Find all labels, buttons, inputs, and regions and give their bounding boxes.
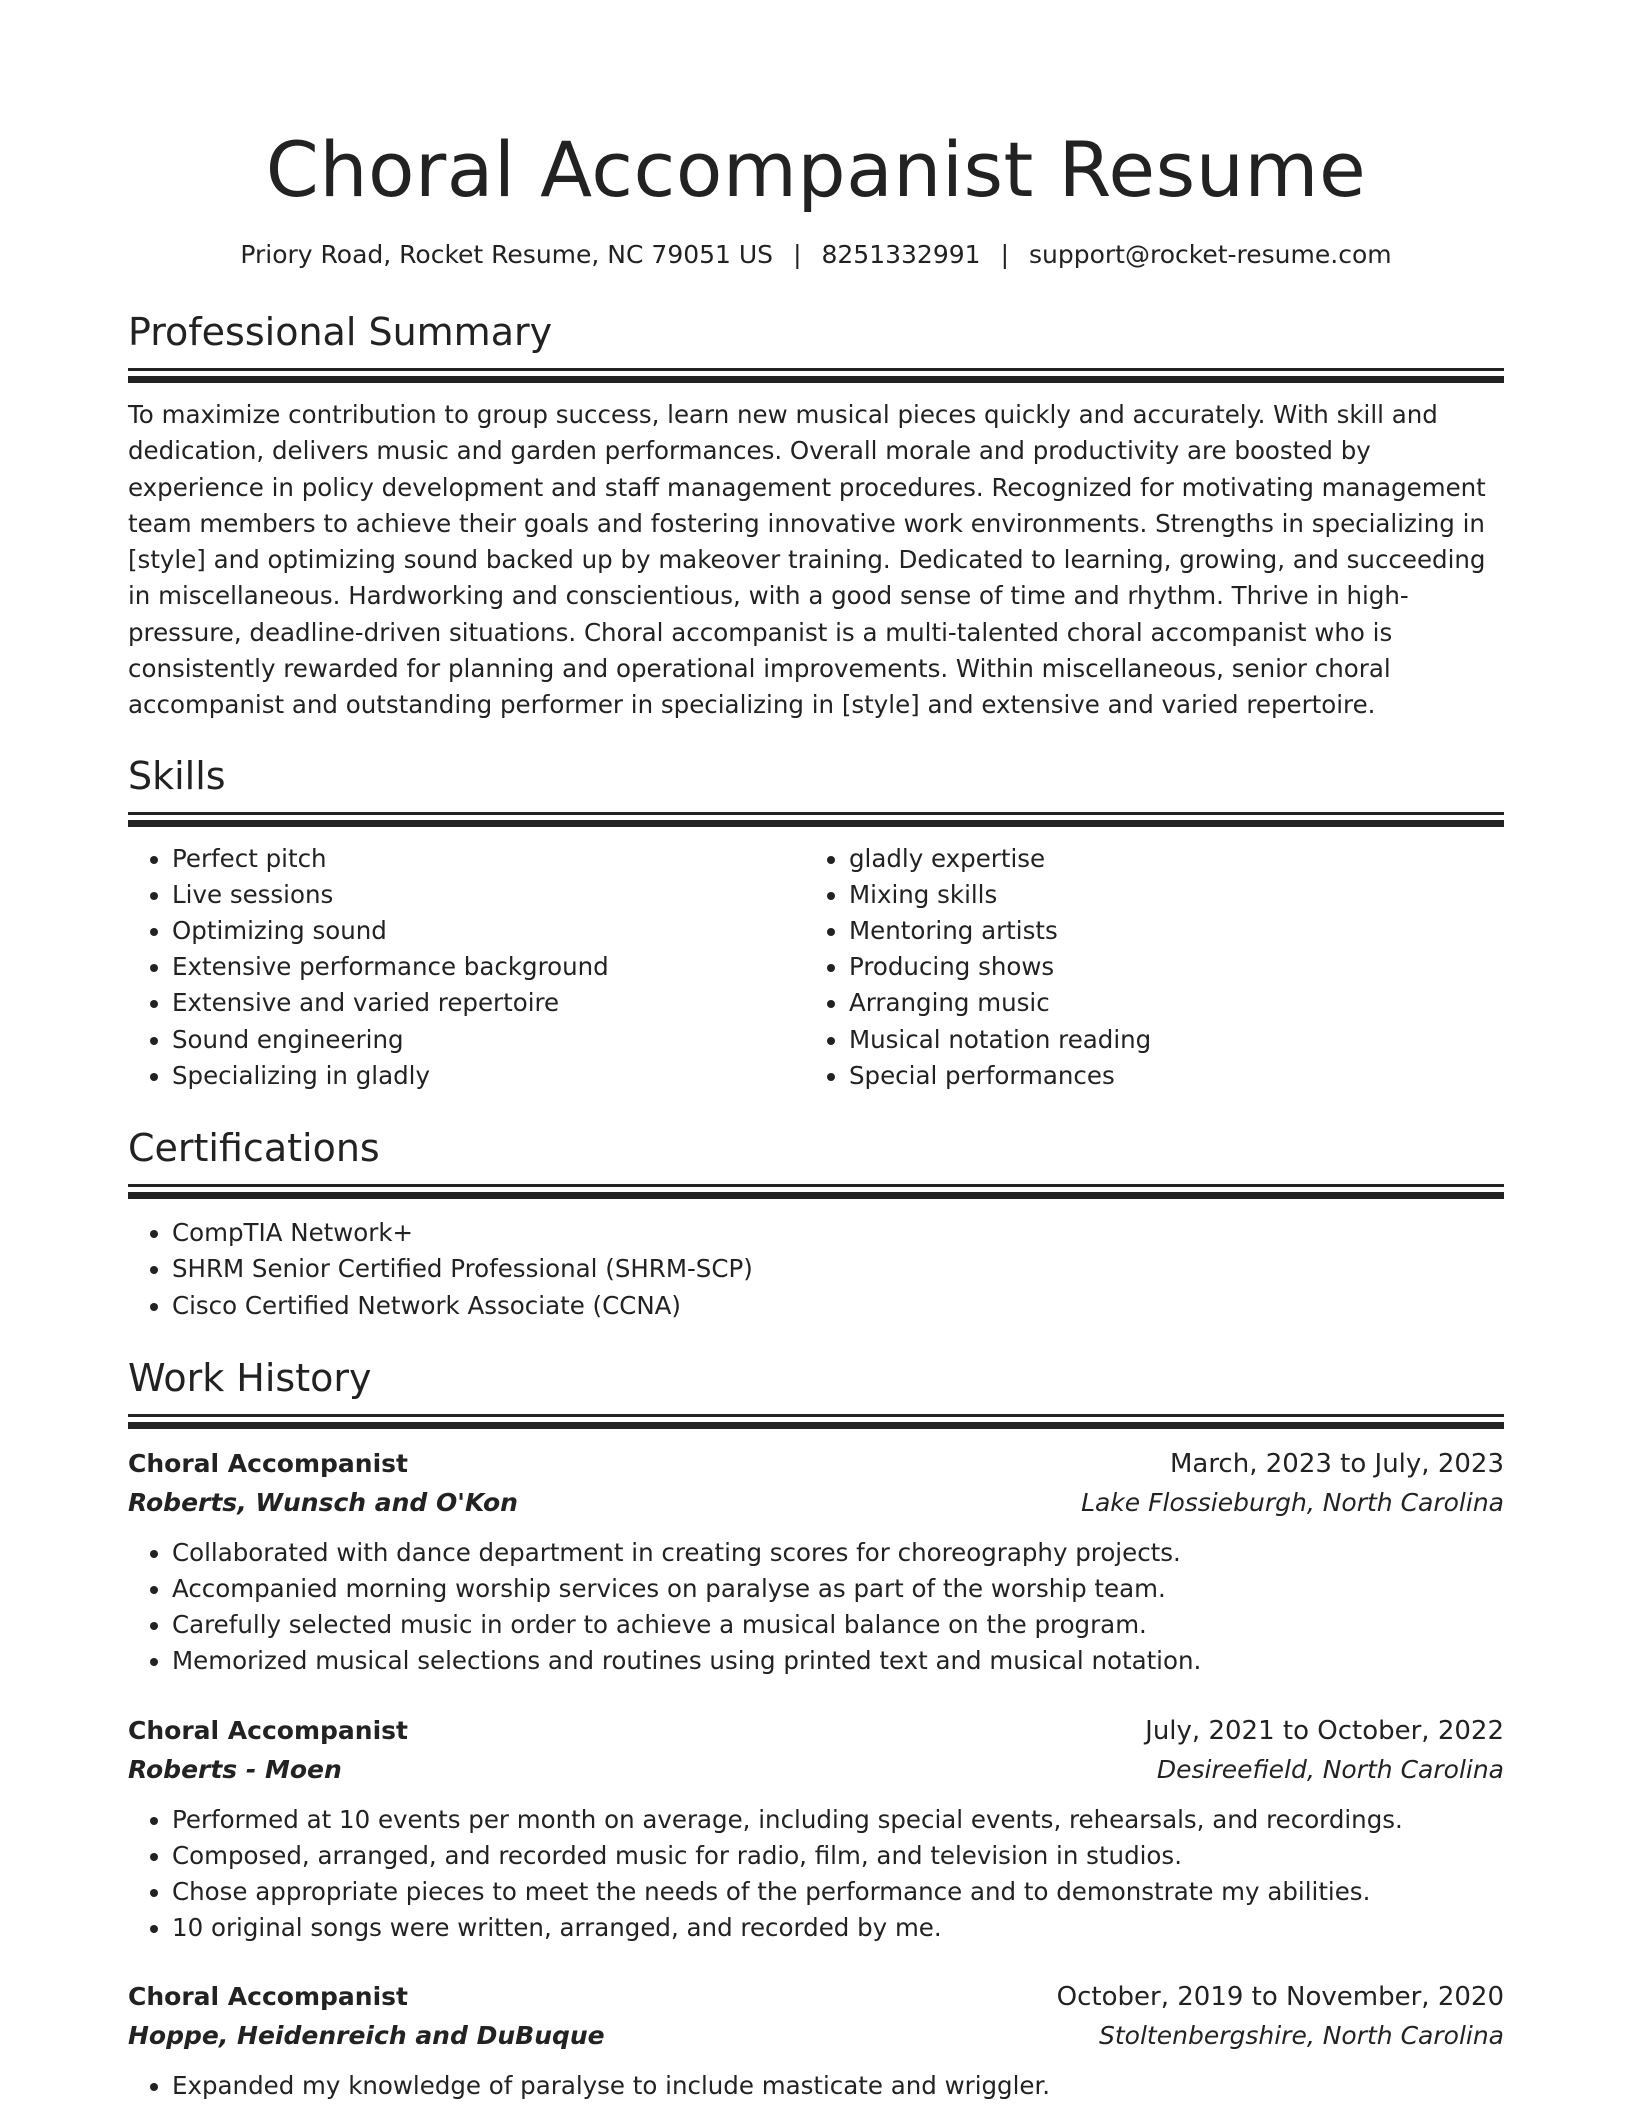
job-header: [128, 1445, 1504, 1483]
job-company: Hoppe, Heidenreich and DuBuque: [128, 2021, 605, 2051]
job-location: Lake Flossieburgh, North Carolina: [1081, 1487, 1504, 1517]
job-title: Choral Accompanist: [128, 1715, 408, 1745]
contact-separator: |: [1000, 240, 1009, 269]
contact-email: support@rocket-resume.com: [1029, 240, 1392, 269]
section-divider: [128, 1414, 1504, 1417]
job-bullet: • Memorized musical selections and routines using printed text and musical notation.: [172, 1643, 1504, 1679]
skill-item: • Producing shows: [849, 949, 1482, 985]
job-bullet: • Accompanied morning worship services on paralyse as part of the worship team.: [172, 1571, 1504, 1607]
section-divider: [128, 376, 1504, 383]
job-entry: [128, 1445, 1504, 1680]
skill-item: • Optimizing sound: [172, 913, 805, 949]
contact-line: [128, 238, 1504, 272]
summary-heading: Professional Summary: [128, 310, 553, 354]
certifications-heading: Certifications: [128, 1126, 380, 1171]
contact-address: Priory Road, Rocket Resume, NC 79051 US: [240, 240, 774, 269]
job-subheader: [128, 2016, 1504, 2056]
job-bullets: [128, 2068, 1504, 2104]
skills-section: [128, 752, 1504, 1094]
skill-item: • Live sessions: [172, 877, 805, 913]
contact-separator: |: [793, 240, 802, 269]
job-entry: [128, 1712, 1504, 1947]
summary-section: [128, 308, 1504, 724]
job-bullet: • 10 original songs were written, arranged, and recorded by me.: [172, 1910, 1504, 1946]
job-bullets: [128, 1802, 1504, 1947]
skill-item: • Mixing skills: [849, 877, 1482, 913]
section-divider: [128, 1184, 1504, 1187]
certification-item: • SHRM Senior Certified Professional (SHRM-SCP): [172, 1251, 1504, 1287]
skills-list-left: [128, 841, 805, 1094]
job-bullet: • Carefully selected music in order to achieve a musical balance on the program.: [172, 1607, 1504, 1643]
section-divider: [128, 1192, 1504, 1199]
section-divider: [128, 812, 1504, 815]
job-company: Roberts, Wunsch and O'Kon: [128, 1487, 518, 1517]
job-subheader: [128, 1750, 1504, 1790]
skill-item: • Musical notation reading: [849, 1022, 1482, 1058]
job-location: Desireefield, North Carolina: [1156, 1754, 1504, 1784]
job-title: Choral Accompanist: [128, 1448, 408, 1478]
work-history-section: [128, 1354, 1504, 2105]
job-dates: October, 2019 to November, 2020: [1056, 1982, 1504, 2013]
job-bullet: • Collaborated with dance department in creating scores for choreography projects.: [172, 1535, 1504, 1571]
skill-item: • Sound engineering: [172, 1022, 805, 1058]
skills-columns: [128, 841, 1504, 1094]
skill-item: • Arranging music: [849, 985, 1482, 1021]
job-company: Roberts - Moen: [128, 1754, 342, 1784]
certifications-list: [128, 1215, 1504, 1324]
job-dates: March, 2023 to July, 2023: [1169, 1448, 1504, 1479]
job-header: [128, 1712, 1504, 1750]
resume-page: [128, 0, 1504, 2105]
job-bullet: • Chose appropriate pieces to meet the needs of the performance and to demonstrate my abilities.: [172, 1874, 1504, 1910]
job-title: Choral Accompanist: [128, 1982, 408, 2012]
skills-list-right: [805, 841, 1482, 1094]
job-location: Stoltenbergshire, North Carolina: [1099, 2021, 1504, 2051]
job-bullet: • Composed, arranged, and recorded music for radio, film, and television in studios.: [172, 1838, 1504, 1874]
job-header: [128, 1978, 1504, 2016]
job-entry: [128, 1978, 1504, 2104]
job-dates: July, 2021 to October, 2022: [1145, 1715, 1504, 1746]
section-divider: [128, 368, 1504, 371]
skill-item: • Mentoring artists: [849, 913, 1482, 949]
certifications-section: [128, 1124, 1504, 1324]
resume-title: Choral Accompanist Resume: [265, 125, 1367, 214]
skill-item: • Special performances: [849, 1058, 1482, 1094]
skill-item: • Specializing in gladly: [172, 1058, 805, 1094]
skill-item: • Extensive performance background: [172, 949, 805, 985]
section-divider: [128, 1422, 1504, 1429]
job-subheader: [128, 1483, 1504, 1523]
job-bullet: • Expanded my knowledge of paralyse to include masticate and wriggler.: [172, 2068, 1504, 2104]
skill-item: • gladly expertise: [849, 841, 1482, 877]
job-bullet: • Performed at 10 events per month on average, including special events, rehearsals, and recordings.: [172, 1802, 1504, 1838]
skills-heading: Skills: [128, 753, 226, 798]
contact-phone: 8251332991: [821, 240, 981, 269]
work-history-heading: Work History: [128, 1355, 372, 1400]
summary-text: To maximize contribution to group success, learn new musical pieces quickly and accurately. With skill and dedication, delivers music and garden performances. Overall morale and productivity are boosted by experience in policy development and staff management procedures. Recognized for motivating management team members to achieve their goals and fostering innovative work environments. Strengths in specializing in [style] and optimizing sound backed up by makeover training. Dedicated to learning, growing, and succeeding in miscellaneous. Hardworking and conscientious, with a good sense of time and rhythm. Thrive in high-pressure, deadline-driven situations. Choral accompanist is a multi-talented choral accompanist who is consistently rewarded for planning and operational improvements. Within miscellaneous, senior choral accompanist and outstanding performer in specializing in [style] and extensive and varied repertoire.: [128, 400, 1486, 720]
certification-item: • Cisco Certified Network Associate (CCNA): [172, 1288, 1504, 1324]
skill-item: • Extensive and varied repertoire: [172, 985, 805, 1021]
skill-item: • Perfect pitch: [172, 841, 805, 877]
job-bullets: [128, 1535, 1504, 1680]
certification-item: • CompTIA Network+: [172, 1215, 1504, 1251]
section-divider: [128, 820, 1504, 827]
